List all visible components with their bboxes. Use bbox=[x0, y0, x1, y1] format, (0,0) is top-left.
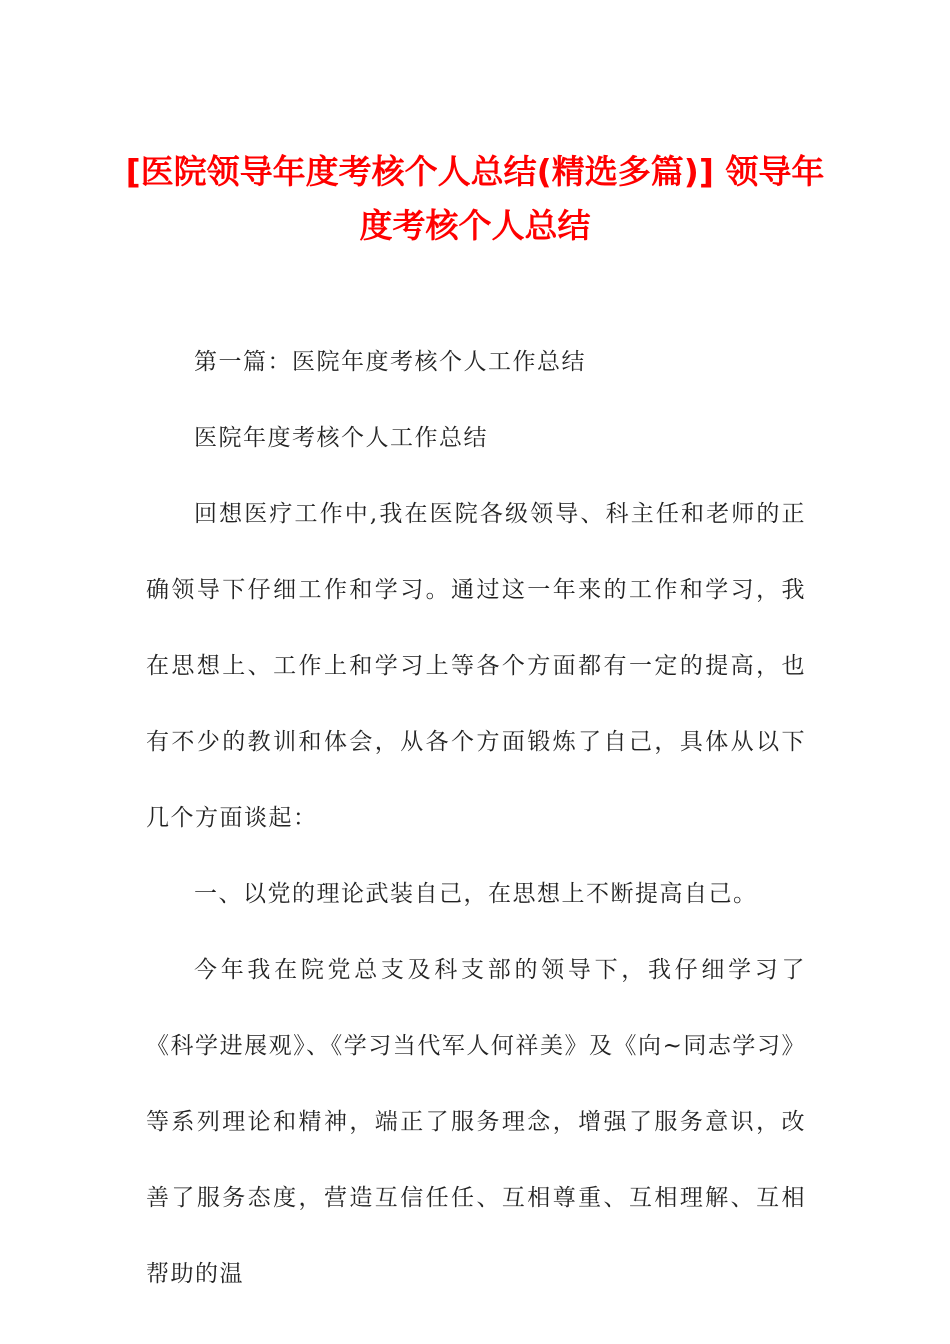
document-body bbox=[146, 324, 806, 1312]
point-heading: 一、以党的理论武装自己，在思想上不断提高自己。 bbox=[194, 881, 758, 907]
body-paragraph: 今年我在院党总支及科支部的领导下，我仔细学习了《科学进展观》、《学习当代军人何祥美》及《向~同志学习》等系列理论和精神，端正了服务理念，增强了服务意识，改善了服务态度，营造互信任任、互相尊重、互相理解、互相帮助的温 bbox=[146, 957, 806, 1287]
body-paragraph: 回想医疗工作中,我在医院各级领导、科主任和老师的正确领导下仔细工作和学习。通过这一年来的工作和学习，我在思想上、工作上和学习上等各个方面都有一定的提高，也有不少的教训和体会，从各个方面锻炼了自己，具体从以下几个方面谈起： bbox=[146, 501, 806, 831]
document-title: [医院领导年度考核个人总结(精选多篇)] 领导年度考核个人总结 bbox=[125, 152, 825, 245]
section-heading: 第一篇：医院年度考核个人工作总结 bbox=[194, 349, 586, 375]
subsection-title: 医院年度考核个人工作总结 bbox=[194, 425, 488, 451]
